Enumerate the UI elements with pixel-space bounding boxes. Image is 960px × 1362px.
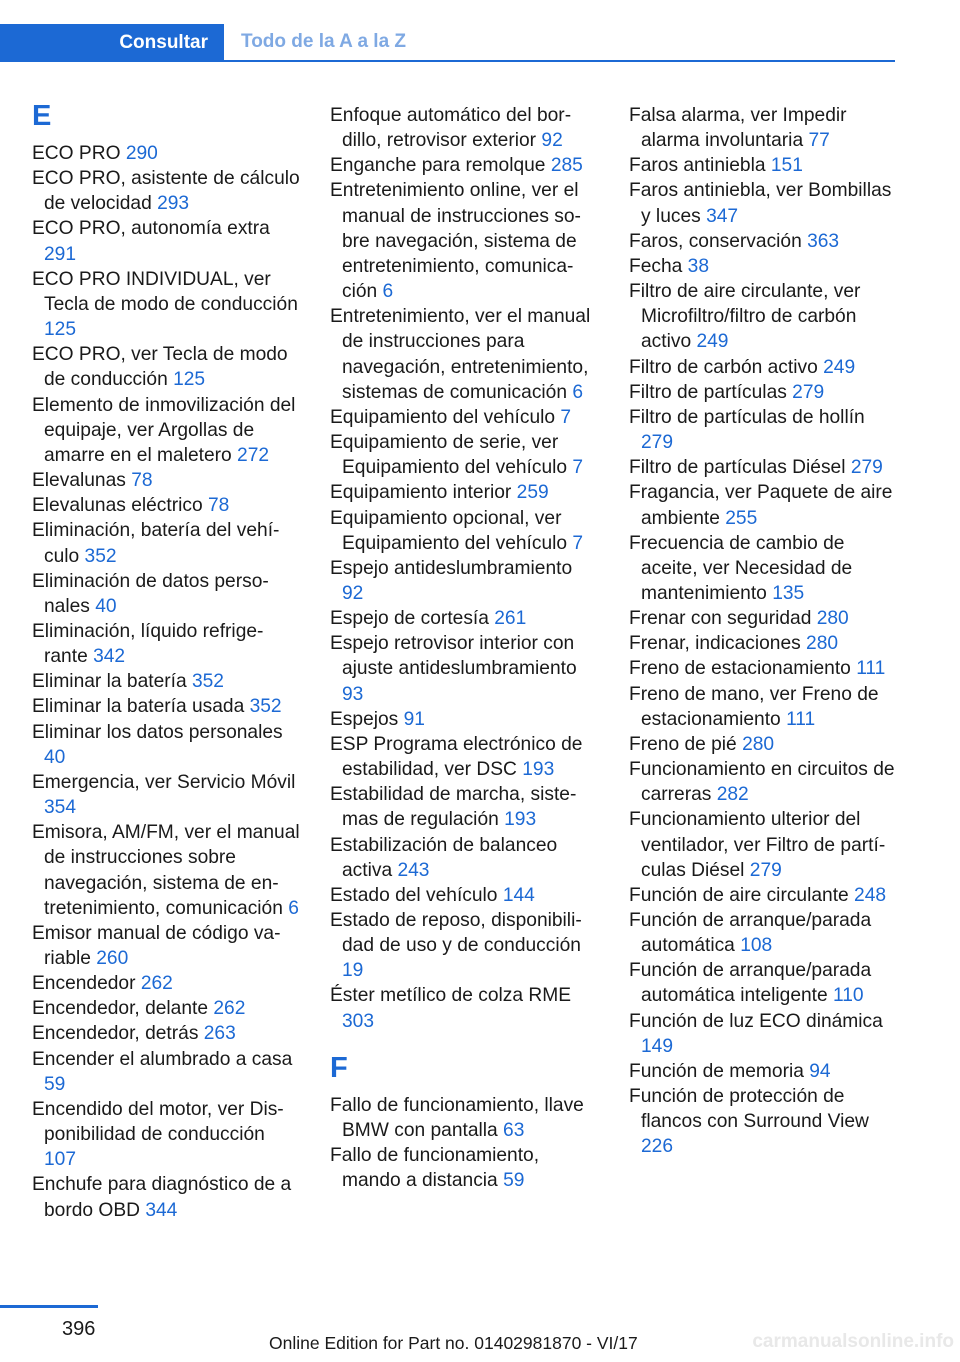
page-link[interactable]: 248 <box>854 884 887 906</box>
index-column-1 <box>32 100 300 1223</box>
page-link[interactable]: 40 <box>44 746 66 768</box>
index-entry <box>629 380 897 405</box>
entry-text: Funcionamiento ulterior del ventilador, ver Filtro de partículas Diésel <box>629 809 886 881</box>
index-entry <box>32 996 300 1021</box>
entry-text: Emergencia, ver Servicio Móvil <box>32 771 296 793</box>
index-entry <box>330 883 598 908</box>
entry-text: ECO PRO, autonomía extra <box>32 218 270 240</box>
page-link[interactable]: 7 <box>572 532 584 554</box>
entry-text: Encendedor, delante <box>32 998 214 1020</box>
page-link[interactable]: 93 <box>342 683 364 705</box>
index-entry <box>629 1059 897 1084</box>
entry-text: Faros, conservación <box>629 230 808 252</box>
entry-text: Freno de mano, ver Freno de estacionamiento <box>629 683 879 730</box>
page-link[interactable]: 303 <box>342 1010 375 1032</box>
page-link[interactable]: 6 <box>382 281 394 303</box>
entry-text: ECO PRO, asistente de cálculo de velocidad <box>32 168 300 215</box>
index-entry <box>32 1021 300 1046</box>
page-link[interactable]: 125 <box>44 319 77 341</box>
entry-text: Faros antiniebla, ver Bombillas y luces <box>629 180 892 227</box>
page-link[interactable]: 291 <box>44 243 77 265</box>
index-entry <box>629 682 897 732</box>
index-entry <box>330 833 598 883</box>
index-entry <box>32 393 300 468</box>
entry-text: Filtro de carbón activo <box>629 356 824 378</box>
entry-text: Fragancia, ver Paquete de aire ambiente <box>629 482 893 529</box>
entry-text: Equipamiento de serie, ver Equipamiento del vehículo <box>330 432 573 479</box>
page-link[interactable]: 249 <box>823 356 856 378</box>
page-link[interactable]: 108 <box>740 935 773 957</box>
page-link[interactable]: 285 <box>550 155 583 177</box>
edition-note: Online Edition for Part no. 01402981870 - VI/17 <box>269 1333 638 1353</box>
entry-text: Freno de pié <box>629 733 743 755</box>
entry-text: Enganche para remolque <box>330 155 551 177</box>
entry-text: Enfoque automático del bordillo, retrovisor exterior <box>330 105 572 152</box>
page-link[interactable]: 144 <box>502 884 535 906</box>
header-rule <box>0 60 895 62</box>
page-link[interactable]: 7 <box>572 457 584 479</box>
entry-text: Encendido del motor, ver Disponibilidad de conducción <box>32 1098 284 1146</box>
entry-text: Estado de reposo, disponibilidad de uso y de conducción <box>330 910 582 957</box>
index-entry <box>330 707 598 732</box>
page-link[interactable]: 38 <box>687 255 710 277</box>
page-link[interactable]: 40 <box>95 595 117 617</box>
entry-text: Filtro de partículas de hollín <box>629 406 865 428</box>
index-entry <box>32 1097 300 1172</box>
index-entry <box>330 480 598 505</box>
entry-text: Emisor manual de código variable <box>32 922 281 969</box>
entry-text: ESP Programa electrónico de estabilidad, ver DSC <box>330 733 583 781</box>
entry-text: Filtro de partículas Diésel <box>629 457 851 479</box>
page-link[interactable]: 91 <box>403 708 425 730</box>
index-entry <box>330 304 598 405</box>
entry-text: Estabilización de balanceo activa <box>330 834 558 881</box>
index-entry <box>629 883 897 908</box>
page-link[interactable]: 261 <box>494 608 527 630</box>
page-link[interactable]: 279 <box>749 859 782 881</box>
entry-text: Encendedor, detrás <box>32 1023 204 1045</box>
page-link[interactable]: 342 <box>93 646 126 668</box>
page-link[interactable]: 272 <box>237 444 270 466</box>
index-entry <box>32 694 300 719</box>
page-link[interactable]: 279 <box>792 381 825 403</box>
index-entry <box>330 631 598 706</box>
entry-text: Equipamiento interior <box>330 482 517 504</box>
index-entry <box>330 556 598 606</box>
index-entry <box>629 757 897 807</box>
index-entry <box>629 405 897 455</box>
entry-text: ECO PRO <box>32 143 126 164</box>
index-entry <box>629 455 897 480</box>
page-link[interactable]: 226 <box>641 1136 674 1158</box>
index-entry <box>330 430 598 480</box>
page-link[interactable]: 347 <box>706 205 739 227</box>
entry-text: Elemento de inmovilización del equipaje, ver Argollas de amarre en el maletero <box>32 394 296 466</box>
page-link[interactable]: 263 <box>203 1023 236 1045</box>
index-entry <box>330 732 598 782</box>
page-link[interactable]: 279 <box>641 432 674 454</box>
section-spacer <box>330 1034 598 1055</box>
entry-text: Entretenimiento, ver el manual de instrucciones para navegación, entretenimiento, sistemas de comunicación <box>330 306 591 403</box>
entry-text: Eliminar la batería usada <box>32 696 250 718</box>
index-entry <box>629 656 897 681</box>
entry-text: Espejo de cortesía <box>330 608 495 630</box>
page-link[interactable]: 78 <box>131 470 153 492</box>
page-link[interactable]: 279 <box>850 457 883 479</box>
entry-text: Espejo retrovisor interior con ajuste antideslumbramiento <box>330 633 577 680</box>
entry-text: Faros antiniebla <box>629 155 771 177</box>
index-entry <box>629 631 897 656</box>
index-entry <box>629 1009 897 1059</box>
entry-text: ECO PRO, ver Tecla de modo de conducción <box>32 344 288 391</box>
index-entry <box>32 720 300 770</box>
index-entry <box>330 178 598 304</box>
index-entry <box>330 908 598 983</box>
page-link[interactable]: 77 <box>808 130 830 152</box>
index-entry <box>629 531 897 606</box>
index-entry <box>32 141 300 166</box>
entry-text: Función de aire circulante <box>629 884 855 906</box>
entry-text: Función de memoria <box>629 1060 810 1082</box>
entry-text: Equipamiento del vehículo <box>330 406 561 428</box>
index-entry <box>32 820 300 921</box>
entry-text: Funcionamiento en circuitos de carreras <box>629 759 895 806</box>
entry-text: Función de luz ECO dinámica <box>629 1010 883 1032</box>
page-link[interactable]: 149 <box>641 1035 674 1057</box>
page-link[interactable]: 6 <box>288 897 299 919</box>
page-link[interactable]: 107 <box>44 1149 77 1171</box>
page-link[interactable]: 344 <box>145 1199 178 1221</box>
watermark: carmanualsonline.info <box>752 1331 954 1352</box>
index-entry <box>32 342 300 392</box>
entry-text: Función de arranque/parada automática <box>629 910 872 957</box>
entry-text: Enchufe para diagnóstico de a bordo OBD <box>32 1174 292 1221</box>
index-entry <box>629 606 897 631</box>
page-link[interactable]: 262 <box>140 973 173 995</box>
page-link[interactable]: 78 <box>207 495 230 517</box>
page-link[interactable]: 6 <box>572 381 584 403</box>
entry-text: Espejos <box>330 708 404 730</box>
entry-text: Éster metílico de colza RME <box>330 985 571 1007</box>
page-link[interactable]: 193 <box>522 759 555 781</box>
index-entry <box>32 1172 300 1222</box>
index-entry <box>330 782 598 832</box>
footer-rule <box>0 1305 98 1308</box>
index-entry <box>32 166 300 216</box>
page-link[interactable]: 280 <box>742 733 775 755</box>
entry-text: Encendedor <box>32 973 141 995</box>
page-link[interactable]: 135 <box>772 582 805 604</box>
index-entry <box>32 971 300 996</box>
entry-text: Frenar, indicaciones <box>629 633 807 655</box>
entry-text: Falsa alarma, ver Impedir alarma involuntaria <box>629 105 847 152</box>
page-link[interactable]: 260 <box>96 948 129 969</box>
index-entry <box>629 254 897 279</box>
entry-text: Entretenimiento online, ver el manual de instrucciones sobre navegación, sistema de entretenimiento, comunicación <box>330 180 581 303</box>
index-entry <box>32 770 300 820</box>
index-entry <box>629 103 897 153</box>
index-entry <box>330 1143 598 1193</box>
page-link[interactable]: 59 <box>503 1170 525 1192</box>
page-link[interactable]: 352 <box>249 696 282 718</box>
entry-text: Emisora, AM/FM, ver el manual de instrucciones sobre navegación, sistema de entretenimiento, comunicación <box>32 822 300 919</box>
entry-text: Freno de estacionamiento <box>629 658 857 680</box>
index-entry <box>32 493 300 518</box>
page-link[interactable]: 290 <box>125 143 158 164</box>
index-entry <box>330 405 598 430</box>
page-link[interactable]: 111 <box>856 658 886 680</box>
page-link[interactable]: 363 <box>807 230 840 252</box>
entry-text: Filtro de aire circulante, ver Microfiltro/filtro de carbón activo <box>629 281 861 353</box>
page-link[interactable]: 19 <box>342 960 364 982</box>
index-entry <box>32 468 300 493</box>
index-entry <box>330 606 598 631</box>
index-entry <box>32 216 300 266</box>
index-column-2 <box>330 103 598 1193</box>
entry-text: Función de protección de flancos con Surround View <box>629 1086 869 1133</box>
entry-text: Fallo de funcionamiento, mando a distancia <box>330 1145 540 1192</box>
page-number: 396 <box>62 1318 96 1340</box>
index-entry <box>629 279 897 354</box>
tab-todo-de-la-a-a-la-z[interactable]: Todo de la A a la Z <box>241 31 407 52</box>
entry-text: Equipamiento opcional, ver Equipamiento del vehículo <box>330 507 573 554</box>
page-link[interactable]: 59 <box>44 1073 66 1095</box>
page-link[interactable]: 354 <box>44 797 77 819</box>
page-link[interactable]: 262 <box>213 998 246 1020</box>
index-entry <box>32 669 300 694</box>
page-link[interactable]: 352 <box>84 545 117 567</box>
index-entry <box>32 1047 300 1097</box>
index-entry <box>629 153 897 178</box>
index-entry <box>629 807 897 882</box>
page-link[interactable]: 125 <box>173 369 206 391</box>
index-entry <box>629 480 897 530</box>
top-navigation <box>0 24 895 62</box>
entry-text: Filtro de partículas <box>629 381 793 403</box>
entry-text: Estado del vehículo <box>330 884 503 906</box>
page-link[interactable]: 92 <box>541 130 563 152</box>
index-entry <box>629 732 897 757</box>
index-entry <box>629 958 897 1008</box>
index-entry <box>629 178 897 228</box>
page-link[interactable]: 151 <box>770 155 803 177</box>
entry-text: Elevalunas <box>32 470 132 492</box>
index-entry <box>629 908 897 958</box>
section-letter: F <box>330 1051 348 1084</box>
page-link[interactable]: 249 <box>696 331 729 353</box>
entry-text: ECO PRO INDIVIDUAL, ver Tecla de modo de conducción <box>32 268 298 315</box>
index-entry <box>32 267 300 342</box>
index-entry <box>629 355 897 380</box>
page-link[interactable]: 92 <box>342 582 364 604</box>
entry-text: Función de arranque/parada automática inteligente <box>629 960 872 1007</box>
page-link[interactable]: 280 <box>816 608 849 630</box>
entry-text: Espejo antideslumbramiento <box>330 557 573 579</box>
index-entry <box>330 983 598 1033</box>
entry-text: Encender el alumbrado a casa <box>32 1048 293 1070</box>
entry-text: Estabilidad de marcha, sistemas de regulación <box>330 784 577 831</box>
page-link[interactable]: 255 <box>725 507 758 529</box>
index-entry <box>629 229 897 254</box>
section-letter: E <box>32 100 52 132</box>
page-link[interactable]: 63 <box>503 1119 525 1141</box>
index-entry <box>330 1093 598 1143</box>
entry-text: Elevalunas eléctrico <box>32 495 208 517</box>
page-link[interactable]: 193 <box>504 809 537 831</box>
page-link[interactable]: 280 <box>806 633 839 655</box>
page-link[interactable]: 352 <box>191 671 224 693</box>
page-link[interactable]: 94 <box>809 1060 831 1082</box>
entry-text: Frenar con seguridad <box>629 608 817 630</box>
entry-text: Eliminación de datos personales <box>32 570 269 617</box>
entry-text: Eliminación, líquido refrigerante <box>32 620 264 668</box>
index-entry <box>32 921 300 971</box>
entry-text: Eliminar los datos personales <box>32 721 283 743</box>
page-link[interactable]: 282 <box>716 784 749 806</box>
page-link[interactable]: 259 <box>516 482 549 504</box>
entry-text: Eliminación, batería del vehículo <box>32 520 280 567</box>
tab-consultar[interactable]: Consultar <box>0 24 224 62</box>
page-link[interactable]: 293 <box>157 193 190 215</box>
page-link[interactable]: 7 <box>560 406 572 428</box>
index-entry <box>32 569 300 619</box>
entry-text: Fecha <box>629 255 688 277</box>
page-link[interactable]: 111 <box>786 708 816 730</box>
index-entry <box>330 506 598 556</box>
page-link[interactable]: 110 <box>833 985 864 1007</box>
entry-text: Fallo de funcionamiento, llave BMW con pantalla <box>330 1094 584 1141</box>
page-link[interactable]: 243 <box>397 859 430 881</box>
index-column-3 <box>629 103 897 1160</box>
entry-text: Frecuencia de cambio de aceite, ver Necesidad de mantenimiento <box>629 532 853 604</box>
index-entry <box>330 103 598 153</box>
index-entry <box>629 1084 897 1159</box>
entry-text: Eliminar la batería <box>32 671 192 693</box>
index-entry <box>330 153 598 178</box>
index-entry <box>32 619 300 669</box>
index-entry <box>32 518 300 568</box>
